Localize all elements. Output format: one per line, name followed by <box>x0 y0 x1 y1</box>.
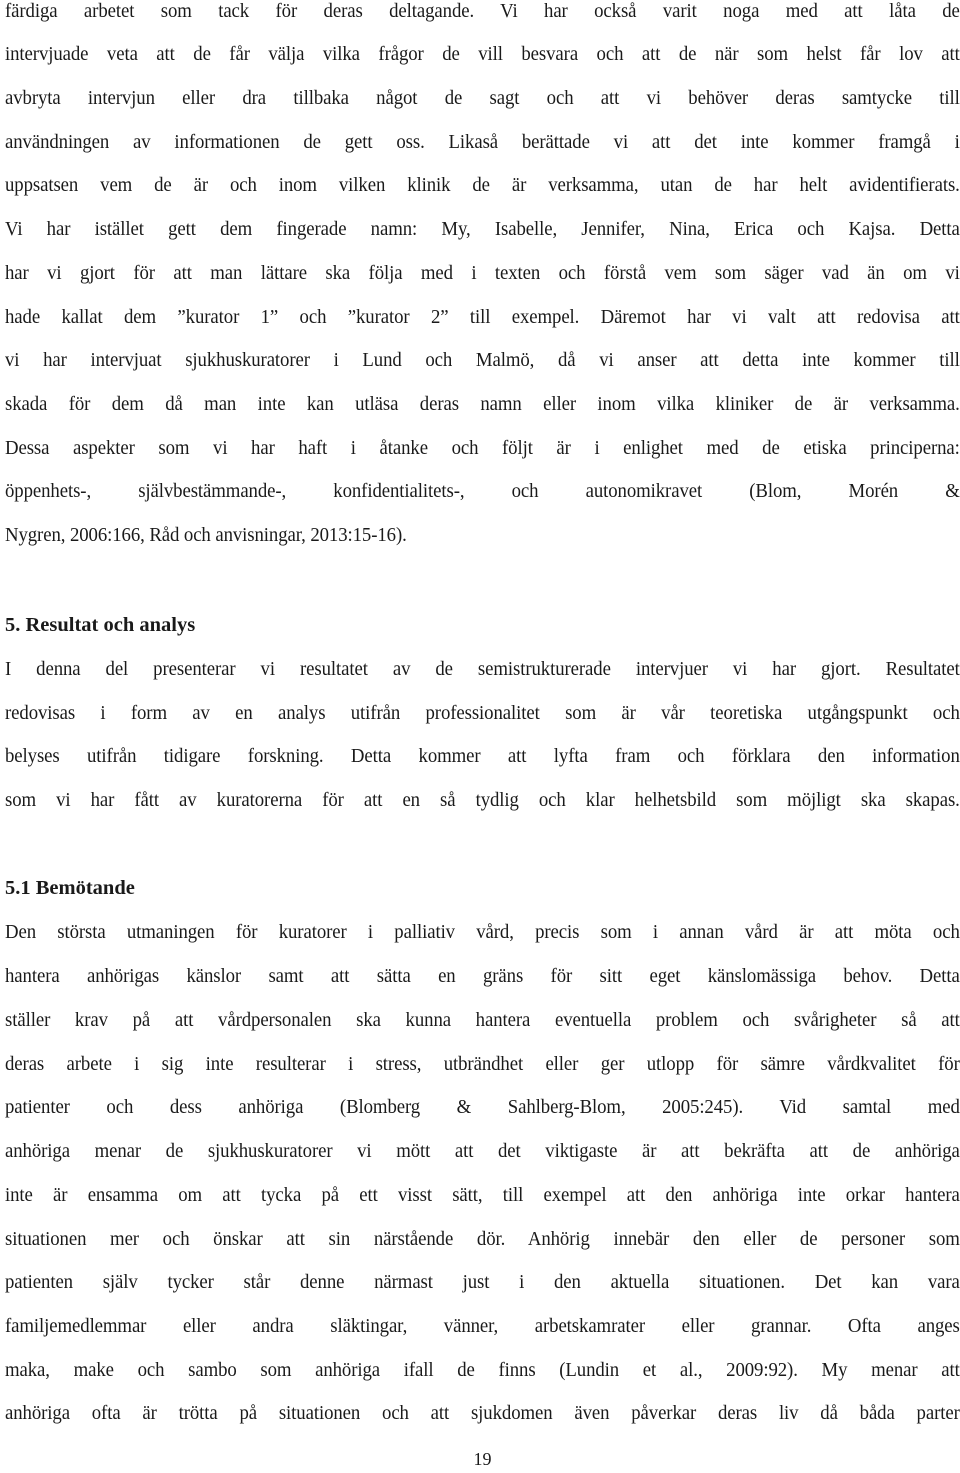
text-line: anhöriga menar de sjukhuskuratorer vi mött att det viktigaste är att bekräfta att de anhöriga <box>5 1140 960 1162</box>
text-line: färdiga arbetet som tack för deras deltagande. Vi har också varit noga med att låta de <box>5 0 960 22</box>
text-line: maka, make och sambo som anhöriga ifall de finns (Lundin et al., 2009:92). My menar att <box>5 1359 960 1381</box>
text-line: öppenhets-, självbestämmande-, konfidentialitets-, och autonomikravet (Blom, Morén & <box>5 480 960 502</box>
page-number: 19 <box>473 1449 492 1469</box>
text-line: Dessa aspekter som vi har haft i åtanke och följt är i enlighet med de etiska principerna: <box>5 437 960 459</box>
text-line: skada för dem då man inte kan utläsa deras namn eller inom vilka kliniker de är verksamma. <box>5 393 960 415</box>
text-line: situationen mer och önskar att sin närstående dör. Anhörig innebär den eller de personer som <box>5 1228 960 1250</box>
text-line: redovisas i form av en analys utifrån professionalitet som är vår teoretiska utgångspunkt och <box>5 702 960 724</box>
text-line: belyses utifrån tidigare forskning. Detta kommer att lyfta fram och förklara den information <box>5 745 960 767</box>
text-line: anhöriga ofta är trötta på situationen och att sjukdomen även påverkar deras liv då båda parter <box>5 1402 960 1424</box>
text-line: uppsatsen vem de är och inom vilken klinik de är verksamma, utan de har helt avidentifierats. <box>5 174 960 196</box>
text-line: inte är ensamma om att tycka på ett visst sätt, till exempel att den anhöriga inte orkar hantera <box>5 1184 960 1206</box>
text-line: hantera anhörigas känslor samt att sätta en gräns för sitt eget känslomässiga behov. Detta <box>5 965 960 987</box>
text-line: Vi har istället gett dem fingerade namn: My, Isabelle, Jennifer, Nina, Erica och Kajsa. Detta <box>5 218 960 240</box>
section-heading-resultat: 5. Resultat och analys <box>5 614 196 636</box>
text-line: vi har intervjuat sjukhuskuratorer i Lund och Malmö, då vi anser att detta inte kommer till <box>5 349 960 371</box>
text-line: har vi gjort för att man lättare ska följa med i texten och förstå vem som säger vad än om vi <box>5 262 960 284</box>
text-line: användningen av informationen de gett oss. Likaså berättade vi att det inte kommer framgå i <box>5 131 960 153</box>
text-line: intervjuade veta att de får välja vilka frågor de vill besvara och att de när som helst får lov att <box>5 43 960 65</box>
text-line: I denna del presenterar vi resultatet av de semistrukturerade intervjuer vi har gjort. Resultatet <box>5 658 960 680</box>
text-line: familjemedlemmar eller andra släktingar, vänner, arbetskamrater eller grannar. Ofta anges <box>5 1315 960 1337</box>
text-line: hade kallat dem ”kurator 1” och ”kurator 2” till exempel. Däremot har vi valt att redovisa att <box>5 306 960 328</box>
text-line: Den största utmaningen för kuratorer i palliativ vård, precis som i annan vård är att möta och <box>5 921 960 943</box>
text-line: avbryta intervjun eller dra tillbaka något de sagt och att vi behöver deras samtycke till <box>5 87 960 109</box>
section-heading-bemotande: 5.1 Bemötande <box>5 877 135 899</box>
text-line: ställer krav på att vårdpersonalen ska kunna hantera eventuella problem och svårigheter så att <box>5 1009 960 1031</box>
text-line: patienten själv tycker står denne närmast just i den aktuella situationen. Det kan vara <box>5 1271 960 1293</box>
text-line: som vi har fått av kuratorerna för att en så tydlig och klar helhetsbild som möjligt ska skapas. <box>5 789 960 811</box>
text-line: patienter och dess anhöriga (Blomberg & Sahlberg-Blom, 2005:245). Vid samtal med <box>5 1096 960 1118</box>
text-line: deras arbete i sig inte resulterar i stress, utbrändhet eller ger utlopp för sämre vårdkvalitet för <box>5 1053 960 1075</box>
text-line-last: Nygren, 2006:166, Råd och anvisningar, 2013:15-16). <box>5 524 407 546</box>
